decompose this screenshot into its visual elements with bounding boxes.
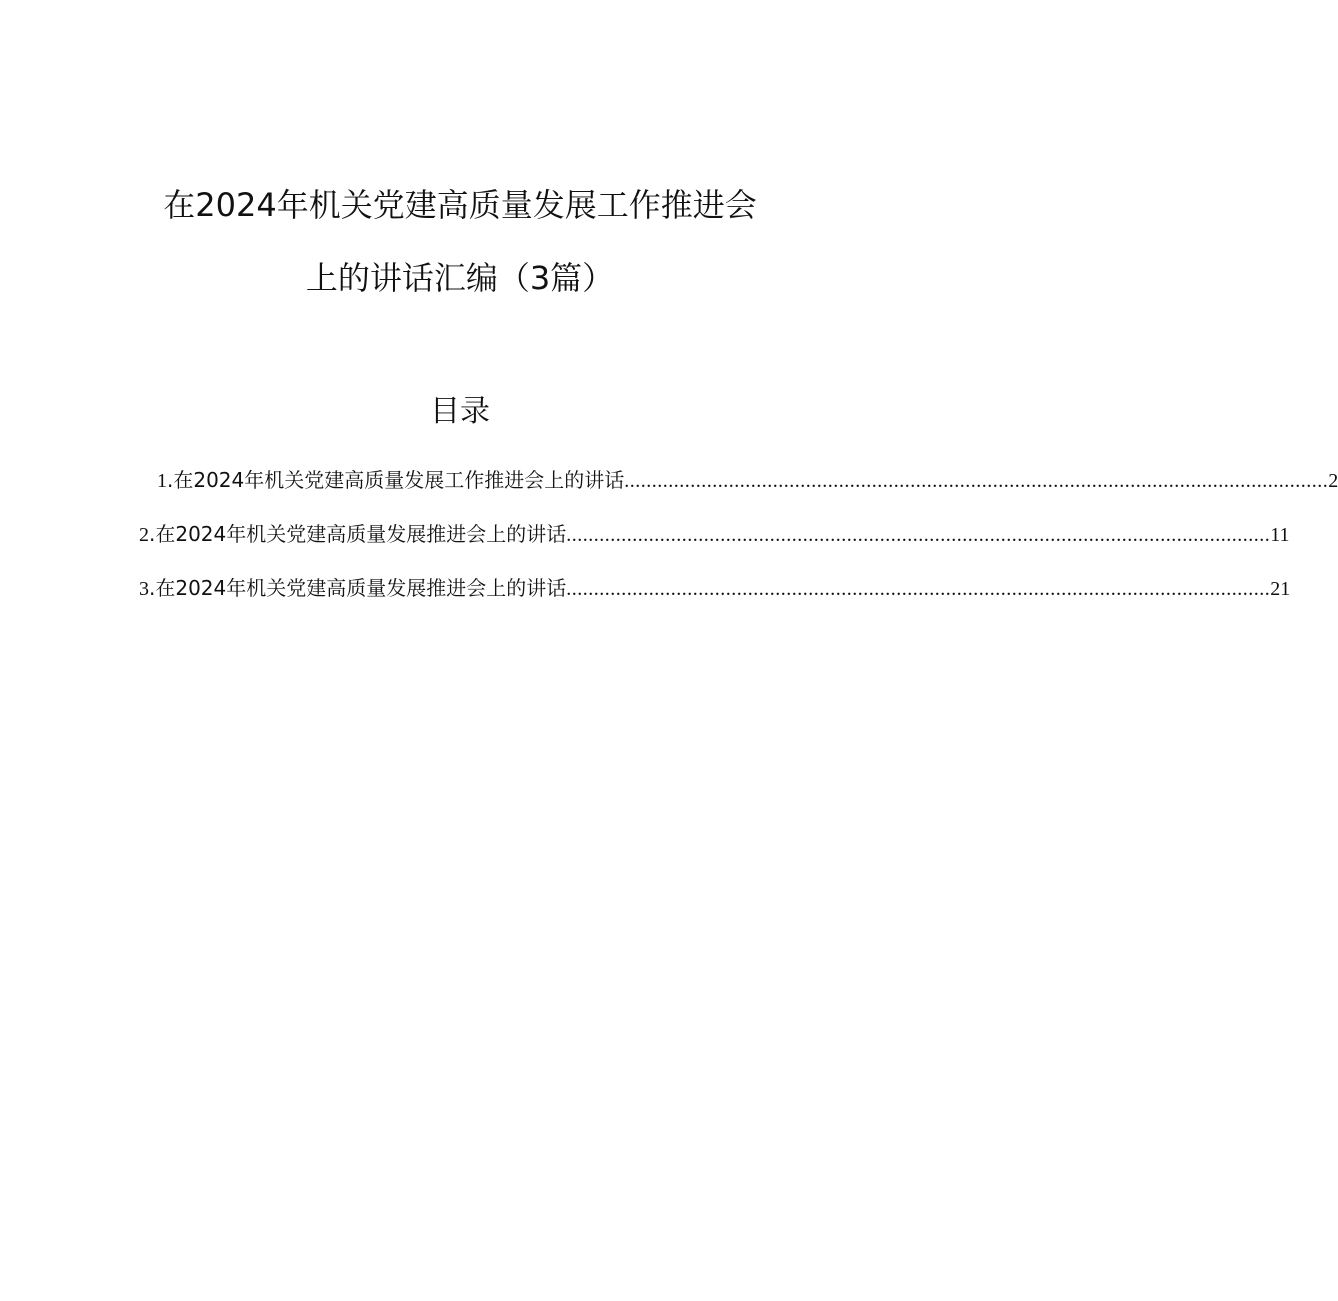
toc-entry-number: 2	[139, 524, 149, 546]
toc-entry-page: 21	[1270, 578, 1291, 600]
toc-heading: 目录	[430, 394, 490, 429]
toc-dot-leader	[566, 521, 1270, 549]
document-title-line-1: 在2024年机关党建高质量发展工作推进会	[163, 186, 757, 224]
toc-entry-number: 3	[139, 578, 149, 600]
toc-entry[interactable]	[139, 520, 1290, 548]
toc-entry[interactable]	[139, 574, 1291, 602]
toc-entry-title: .在2024年机关党建高质量发展工作推进会上的讲话	[167, 468, 625, 492]
document-title-line-2: 上的讲话汇编（3篇）	[305, 259, 615, 297]
toc-entry-title: .在2024年机关党建高质量发展推进会上的讲话	[149, 576, 567, 600]
toc-entry-title: .在2024年机关党建高质量发展推进会上的讲话	[149, 522, 567, 546]
toc-entry-number: 1	[157, 470, 167, 492]
toc-entry-page: 2	[1328, 470, 1338, 492]
toc-entry-page: 11	[1270, 524, 1290, 546]
toc-entry[interactable]	[157, 466, 1338, 494]
toc-dot-leader	[566, 575, 1270, 603]
toc-dot-leader	[624, 467, 1328, 495]
